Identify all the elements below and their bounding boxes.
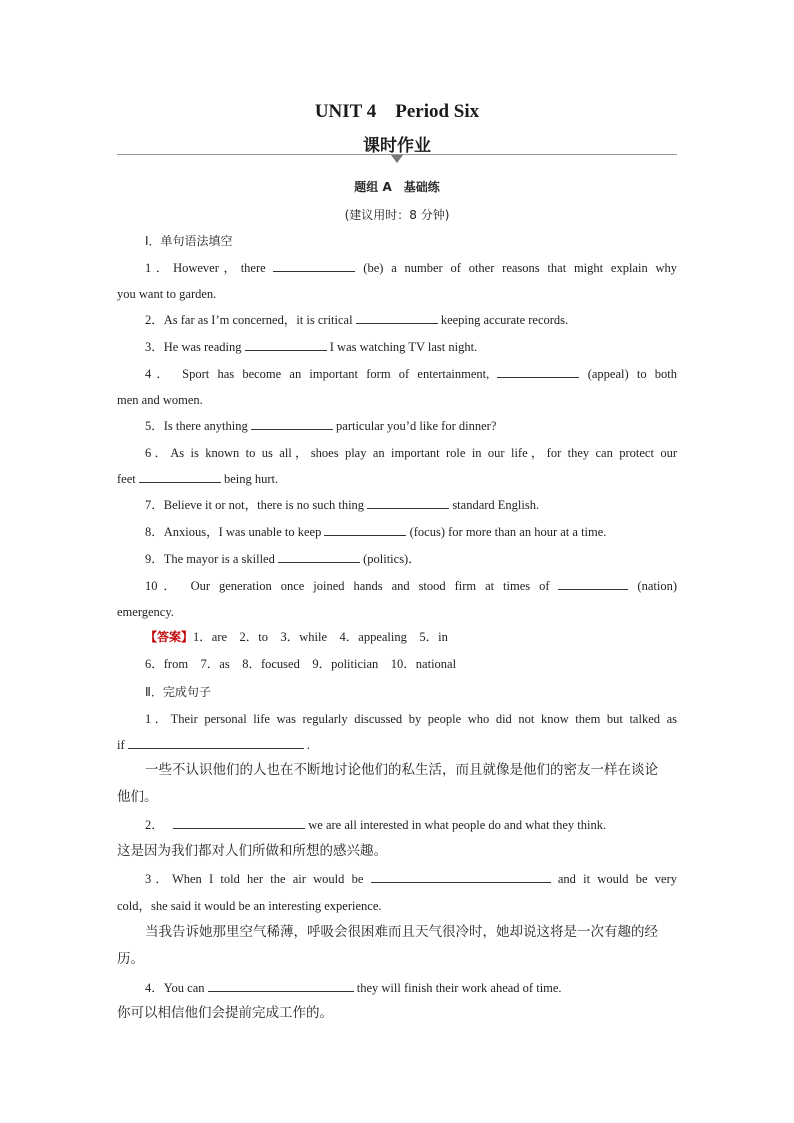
sentence-2 <box>117 817 677 833</box>
sentence-3 <box>117 871 677 887</box>
section-heading-grammar: Ⅰ．单句语法填空 <box>145 234 233 248</box>
question-8 <box>117 524 677 540</box>
question-1 <box>117 260 677 276</box>
exercise-group-title: 题组 A 基础练 <box>354 180 440 194</box>
section-heading-complete-sentences: Ⅱ．完成句子 <box>145 685 211 699</box>
question-6-text-b: feet <box>117 472 136 486</box>
question-2 <box>117 312 677 328</box>
question-2-text-a: 2．As far as I’m concerned，it is critical <box>145 313 353 327</box>
question-5-text-b: particular you’d like for dinner? <box>336 419 497 433</box>
question-7 <box>117 497 677 513</box>
answer-blank <box>251 418 333 430</box>
sentence-2-text-b: we are all interested in what people do and what they think. <box>308 818 607 832</box>
question-1-text-b: (be) a number of other reasons that might explain why <box>363 261 678 275</box>
sentence-2-translation: 这是因为我们都对人们所做和所想的感兴趣。 <box>117 843 387 859</box>
triangle-marker-icon <box>391 155 403 163</box>
question-10 <box>117 578 677 594</box>
question-10-text-a: 10． Our generation once joined hands and stood firm at times of <box>145 579 550 593</box>
sentence-3-text-b: and it would be very <box>557 872 678 886</box>
answer-blank <box>173 817 305 829</box>
question-3-text-b: I was watching TV last night. <box>329 340 478 354</box>
question-4-text-a: 4． Sport has become an important form of entertainment, <box>145 367 490 381</box>
answer-blank <box>273 260 355 272</box>
sentence-4 <box>117 980 677 996</box>
question-4-text-b: (appeal) to both <box>587 367 678 381</box>
suggested-time: (建议用时：8 分钟) <box>344 208 450 222</box>
question-6-cont <box>117 471 677 487</box>
question-5-text-a: 5．Is there anything <box>145 419 248 433</box>
sentence-3-cont: cold，she said it would be an interesting experience. <box>117 899 382 913</box>
page-title: UNIT 4 Period Six <box>314 101 480 122</box>
question-6-text-c: being hurt. <box>223 472 279 486</box>
question-9 <box>117 551 677 567</box>
question-9-text-b: (politics)． <box>363 552 421 566</box>
question-7-text-b: standard English. <box>452 498 540 512</box>
answer-blank <box>356 312 438 324</box>
answer-blank <box>497 366 579 378</box>
sentence-1-cont <box>117 737 677 753</box>
answer-blank <box>245 339 327 351</box>
question-5 <box>117 418 677 434</box>
answer-values-1: 1．are 2．to 3．while 4．appealing 5．in <box>193 630 448 644</box>
answer-blank <box>324 524 406 536</box>
answer-blank <box>128 737 304 749</box>
sentence-4-text-a: 4．You can <box>145 981 205 995</box>
sentence-3-translation-cont: 历。 <box>117 951 144 967</box>
answer-blank <box>558 578 628 590</box>
question-6: 6．As is known to us all，shoes play an important role in our life，for they can protect our <box>145 446 677 460</box>
sentence-2-text-a: 2． <box>145 818 164 832</box>
question-3-text-a: 3．He was reading <box>145 340 242 354</box>
question-4 <box>117 366 677 382</box>
answer-blank <box>139 471 221 483</box>
sentence-4-translation: 你可以相信他们会提前完成工作的。 <box>117 1005 333 1021</box>
answer-key-line-2: 6．from 7．as 8．focused 9．politician 10．national <box>145 657 457 671</box>
answer-blank <box>367 497 449 509</box>
answer-blank <box>278 551 360 563</box>
sentence-3-translation: 当我告诉她那里空气稀薄，呼吸会很困难而且天气很冷时，她却说这将是一次有趣的经 <box>145 924 658 940</box>
question-1-cont: you want to garden. <box>117 287 217 301</box>
question-1-text-a: 1．However，there <box>145 261 266 275</box>
sentence-1: 1．Their personal life was regularly discussed by people who did not know them but talked as <box>145 712 677 726</box>
question-8-text-a: 8．Anxious，I was unable to keep <box>145 525 322 539</box>
question-10-cont: emergency. <box>117 605 174 619</box>
sentence-1-translation: 一些不认识他们的人也在不断地讨论他们的私生活，而且就像是他们的密友一样在谈论 <box>145 762 658 778</box>
sentence-3-text-a: 3．When I told her the air would be <box>145 872 364 886</box>
question-2-text-b: keeping accurate records. <box>440 313 569 327</box>
answer-blank <box>371 871 551 883</box>
sentence-1-text-c: . <box>306 738 311 752</box>
question-10-text-b: (nation) <box>637 579 677 593</box>
question-7-text-a: 7．Believe it or not，there is no such thing <box>145 498 365 512</box>
question-3 <box>117 339 677 355</box>
sentence-4-text-b: they will finish their work ahead of time. <box>356 981 562 995</box>
sentence-1-text-b: if <box>117 738 125 752</box>
answer-blank <box>208 980 354 992</box>
page-subtitle: 课时作业 <box>363 136 431 156</box>
answer-tag: 【答案】 <box>145 630 194 644</box>
question-9-text-a: 9．The mayor is a skilled <box>145 552 275 566</box>
sentence-1-translation-cont: 他们。 <box>117 789 158 805</box>
question-8-text-b: (focus) for more than an hour at a time. <box>409 525 607 539</box>
question-4-cont: men and women. <box>117 393 203 407</box>
answer-key-line-1 <box>117 629 677 645</box>
